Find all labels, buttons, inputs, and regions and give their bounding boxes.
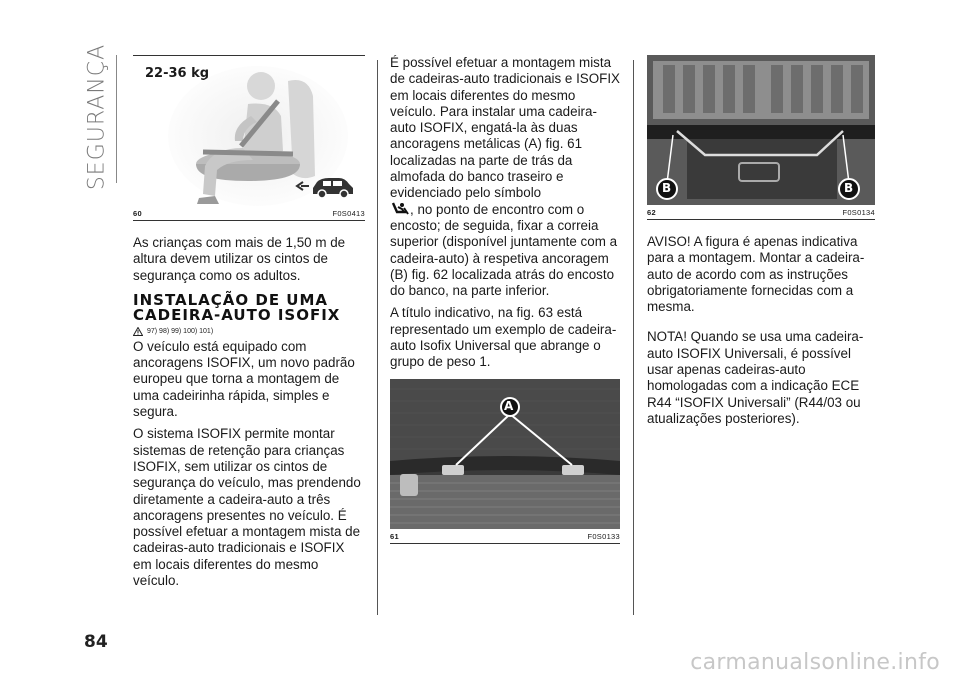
warning-paragraph: AVISO! A figura é apenas indicativa para a montagem. Montar a cadeira-auto de acordo com as instruções obrigatoriamente fornecidas com a mesma. [647, 234, 865, 315]
column-2 [390, 55, 620, 544]
page-number: 84 [84, 632, 108, 652]
warning-triangle-icon [133, 327, 143, 336]
figure-number: 61 [390, 531, 399, 541]
figure-number: 62 [647, 208, 656, 217]
figure-62 [647, 55, 875, 220]
figure-code: F0S0134 [842, 208, 875, 217]
section-heading: INSTALAÇÃO DE UMA CADEIRA-AUTO ISOFIX [133, 290, 341, 324]
isofix-seat-icon [390, 202, 410, 216]
figure-code: F0S0413 [332, 209, 365, 218]
body-paragraph: O veículo está equipado com ancoragens ISOFIX, um novo padrão europeu que torna a montagem de uma cadeirinha rápida, simples e segura. [133, 338, 355, 420]
top-tether-anchor-photo [647, 55, 875, 205]
figure-60 [133, 55, 365, 221]
anchor-label-b-left: B [662, 181, 672, 195]
section-divider [116, 55, 117, 183]
column-divider [633, 60, 634, 615]
column-3 [647, 55, 875, 427]
anchor-label-b-right: B [844, 181, 854, 195]
child-booster-seat-illustration [133, 56, 365, 206]
figure-code: F0S0133 [587, 531, 620, 541]
weight-group-label: 22-36 kg [145, 66, 210, 81]
watermark: carmanualsonline.info [690, 650, 940, 675]
figure-number: 60 [133, 209, 142, 218]
body-paragraph: É possível efetuar a montagem mista de cadeiras-auto tradicionais e ISOFIX em locais diferentes do mesmo veículo. Para instalar uma cadeira-auto ISOFIX, engatá-la às duas ancoragens metálicas (A) fig. 61 localizadas na parte de trás da almofada do banco traseiro e evidenciado pelo símbolo , no ponto de encontro com o encosto; de seguida, fixar a correia superior (disponível juntamente com a cadeira-auto) à respetiva ancoragem (B) fig. 62 localizada atrás do encosto do banco, na parte inferior. [390, 55, 620, 299]
section-title: SEGURANÇA [84, 43, 110, 191]
figure-61 [390, 379, 620, 544]
body-paragraph: O sistema ISOFIX permite montar sistemas de retenção para crianças ISOFIX, sem utilizar os cintos de segurança do veículo, mas prendendo diretamente a cadeira-auto a três ancoragens presentes no veículo. É possível efetuar a montagem mista de cadeiras-auto tradicionais e ISOFIX em locais diferentes do mesmo veículo. [133, 426, 361, 589]
note-paragraph: NOTA! Quando se usa uma cadeira-auto ISOFIX Universali, é possível usar apenas cadeiras-auto homologadas com a indicação ECE R44 “ISOFIX Universali” (R44/03 ou atualizações posteriores). [647, 329, 864, 426]
warning-references: 97) 98) 99) 100) 101) [133, 327, 365, 336]
anchor-label-a: A [504, 398, 514, 413]
figure-60-image [133, 56, 365, 206]
column-1 [133, 55, 365, 589]
column-divider [377, 60, 378, 615]
body-paragraph: A título indicativo, na fig. 63 está representado um exemplo de cadeira-auto Isofix Universal que abrange o grupo de peso 1. [390, 305, 617, 370]
body-paragraph: As crianças com mais de 1,50 m de altura devem utilizar os cintos de segurança como os adultos. [133, 235, 346, 283]
